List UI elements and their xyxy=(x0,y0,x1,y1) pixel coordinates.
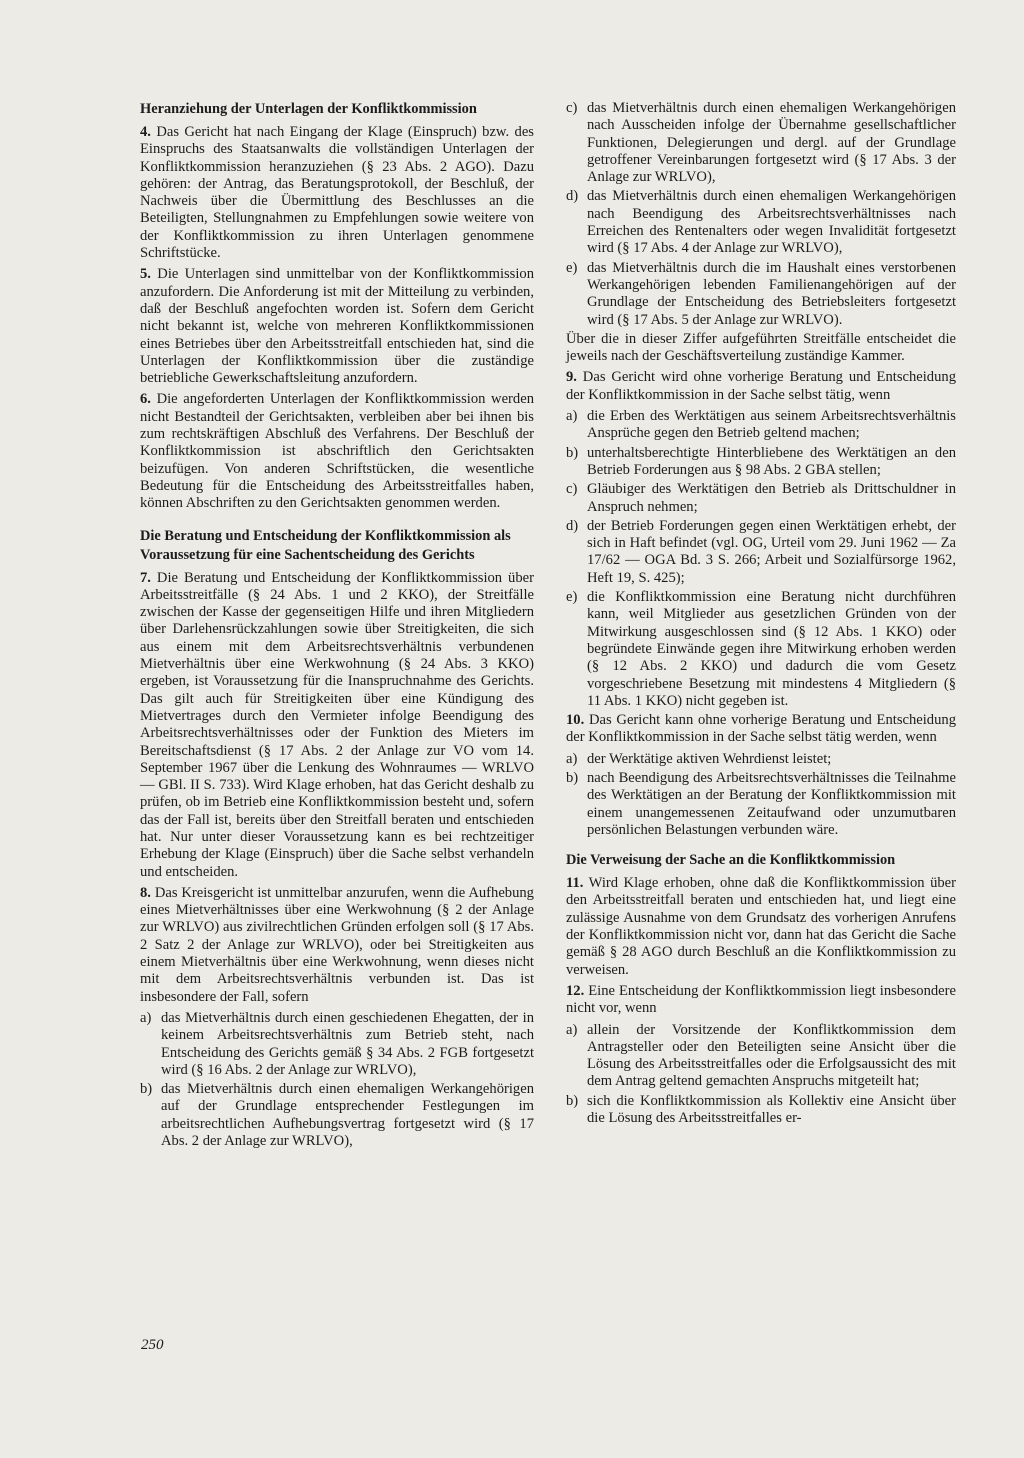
list-item-label: d) xyxy=(566,517,579,534)
paragraph-text: Die Unterlagen sind unmittelbar von der Konfliktkommission anzufordern. Die Anforderung ist mit der Mitteilung zu verbinden, daß der Beschluß angefochten worden ist. Sofern dem Gericht nicht bekannt ist, welche von mehreren Konfliktkommissionen eines Betriebes über den Arbeitsstreitfall entschieden hat, sind die Unterlagen der Konfliktkommission über die zuständige betriebliche Gewerkschaftsleitung anzufordern. xyxy=(140,266,535,387)
list-item-label: b) xyxy=(566,444,579,461)
list-item-text: der Betrieb Forderungen gegen einen Werktätigen erhebt, der sich in Haft befindet (vgl. OG, Urteil vom 29. Juni 1962 — Za 17/62 — OGA Bd. 3 S. 266; Arbeit und Sozialfürsorge 1962, Heft 19, S. 425); xyxy=(587,517,956,586)
list-item-text: das Mietverhältnis durch die im Haushalt eines verstorbenen Werkangehörigen lebenden Familienangehörigen auf der Grundlage der Entscheidung des Betriebsleiters fortgesetzt wird (§ 17 Abs. 5 der Anlage zur WRLVO). xyxy=(587,259,956,328)
paragraph-text: Über die in dieser Ziffer aufgeführten Streitfälle entscheidet die jeweils nach der Geschäftsverteilung zuständige Kammer. xyxy=(566,330,956,365)
list-item-text: das Mietverhältnis durch einen ehemaligen Werkangehörigen nach Beendigung des Arbeitsrechtsverhältnisses nach Erreichen des Rentenalters oder wegen Invalidität fortgesetzt wird (§ 17 Abs. 4 der Anlage zur WRLVO), xyxy=(587,188,956,257)
list-item-label: c) xyxy=(566,100,578,116)
list-item-text: das Mietverhältnis durch einen ehemaligen Werkangehörigen nach Ausscheiden infolge der Übernahme gesellschaftlicher Funktionen, Delegierungen und dergl. auf der Grundlage getroffener Vereinbarungen fortgesetzt wird (§ 17 Abs. 3 der Anlage zur WRLVO), xyxy=(587,100,956,186)
paragraph xyxy=(140,570,534,881)
paragraph xyxy=(140,391,534,512)
list-item xyxy=(566,445,956,480)
list-item xyxy=(566,589,956,710)
list-item xyxy=(140,1081,534,1150)
paragraph-text: Das Kreisgericht ist unmittelbar anzurufen, wenn die Aufhebung eines Mietverhältnisses über eine Werkwohnung (§ 2 der Anlage zur WRLVO) aus zivilrechtlichen Gründen erfolgen soll (§ 17 Abs. 2 Satz 2 der Anlage zur WRLVO), oder bei Streitigkeiten aus einem Mietverhältnis über eine Werkwohnung, wenn dieses nicht mit dem Arbeitsrechtsverhältnis verbunden ist. Das ist insbesondere der Fall, sofern xyxy=(140,884,534,1005)
paragraph-text: Das Gericht hat nach Eingang der Klage (Einspruch) bzw. des Einspruchs des Staatsanwalts die vollständigen Unterlagen der Konfliktkommission heranzuziehen (§ 23 Abs. 2 AGO). Dazu gehören: der Antrag, das Beratungsprotokoll, der Beschluß, der Nachweis über die Übermittlung des Beschlusses an die Beteiligten, Stellungnahmen zu Empfehlungen sowie weitere von der Konfliktkommission zu ihren Unterlagen genommene Schriftstücke. xyxy=(140,124,534,262)
paragraph-number: 12. xyxy=(566,982,585,999)
right-column xyxy=(566,100,956,1129)
paragraph-number: 4. xyxy=(140,124,151,140)
section-heading: Die Beratung und Entscheidung der Konfliktkommission als Voraussetzung für eine Sachentscheidung des Gerichts xyxy=(140,527,511,563)
list-item-text: unterhaltsberechtigte Hinterbliebene des Werktätigen an den Betrieb Forderungen aus § 98 Abs. 2 GBA stellen; xyxy=(587,444,956,478)
list-item xyxy=(566,770,956,839)
list-item-text: die Konfliktkommission eine Beratung nicht durchführen kann, weil Mitglieder aus gesetzlichen Gründen von der Mitwirkung ausgeschlossen sind (§ 12 Abs. 1 KKO) oder begründete Einwände gegen ihre Mitwirkung erhoben werden (§ 12 Abs. 2 KKO) und dadurch die vom Gesetz vorgeschriebene Besetzung mit mindestens 4 Mitgliedern (§ 11 Abs. 1 KKO) nicht gegeben ist. xyxy=(587,589,956,709)
paragraph-number: 11. xyxy=(566,875,584,892)
list-item-label: d) xyxy=(566,188,579,205)
list-item xyxy=(566,260,956,329)
list-item xyxy=(566,408,956,443)
list-item-label: e) xyxy=(566,259,578,276)
left-column xyxy=(140,100,534,1152)
list-item-text: Gläubiger des Werktätigen den Betrieb als Drittschuldner in Anspruch nehmen; xyxy=(587,481,956,515)
list-item-label: b) xyxy=(140,1081,153,1098)
list-item-text: die Erben des Werktätigen aus seinem Arbeitsrechtsverhältnis Ansprüche gegen den Betrieb geltend machen; xyxy=(587,408,956,442)
list-item-label: b) xyxy=(566,1092,579,1109)
paragraph-number: 5. xyxy=(140,266,151,283)
paragraph-number: 8. xyxy=(140,884,151,901)
paragraph xyxy=(566,875,956,979)
list-item xyxy=(566,100,956,186)
paragraph-text: Eine Entscheidung der Konfliktkommission liegt insbesondere nicht vor, wenn xyxy=(566,982,956,1017)
list-item-text: das Mietverhältnis durch einen ehemaligen Werkangehörigen auf der Grundlage entsprechender Festlegungen im arbeitsrechtlichen Aufhebungsvertrag fortgesetzt wird (§ 17 Abs. 2 der Anlage zur WRLVO), xyxy=(161,1081,534,1150)
list-item xyxy=(140,1010,534,1079)
list-item-text: sich die Konfliktkommission als Kollektiv eine Ansicht über die Lösung des Arbeitsstreitfalles er- xyxy=(587,1092,956,1127)
section-heading: Die Verweisung der Sache an die Konfliktkommission xyxy=(566,852,896,869)
paragraph xyxy=(566,712,956,747)
paragraph-text: Das Gericht wird ohne vorherige Beratung und Entscheidung der Konfliktkommission in der Sache selbst tätig, wenn xyxy=(566,369,956,403)
list-item-label: b) xyxy=(566,769,579,786)
paragraph-text: Wird Klage erhoben, ohne daß die Konfliktkommission über den Arbeitsstreitfall beraten und entschieden hat, und liegt eine zulässige Ausnahme von dem Grundsatz des vorherigen Anrufens der Konfliktkommission nicht vor, dann hat das Gericht die Sache gemäß § 28 AGO durch Beschluß an die Konfliktkommission zu verweisen. xyxy=(566,875,956,978)
paragraph-number: 7. xyxy=(140,569,151,586)
section-heading: Heranziehung der Unterlagen der Konfliktkommission xyxy=(140,101,477,117)
paragraph xyxy=(566,983,956,1018)
list-item-label: a) xyxy=(566,1021,578,1038)
paragraph xyxy=(140,124,534,262)
list-item xyxy=(566,751,956,768)
paragraph xyxy=(140,885,534,1006)
list-item-label: a) xyxy=(566,750,578,767)
list-item-text: der Werktätige aktiven Wehrdienst leistet; xyxy=(587,750,832,767)
list-item-label: c) xyxy=(566,481,578,498)
list-item-text: allein der Vorsitzende der Konfliktkommission dem Antragsteller oder den Beteiligten seine Ansicht über die Lösung des Arbeitsstreitfalles oder die Erfolgsaussicht des mit dem Antrag geltend gemachten Anspruchs mitgeteilt hat; xyxy=(587,1021,956,1090)
list-item xyxy=(566,1093,956,1128)
paragraph xyxy=(566,331,956,366)
list-item-text: das Mietverhältnis durch einen geschiedenen Ehegatten, der in keinem Arbeitsrechtsverhältnis zum Betrieb steht, nach Entscheidung des Gerichts gemäß § 34 Abs. 2 FGB fortgesetzt wird (§ 16 Abs. 2 der Anlage zur WRLVO), xyxy=(161,1009,534,1078)
paragraph-text: Die angeforderten Unterlagen der Konfliktkommission werden nicht Bestandteil der Gerichtsakten, verbleiben aber bei ihnen bis zum rechtskräftigen Abschluß des Verfahrens. Der Beschluß der Konfliktkommission ist abschriftlich den Gerichtsakten beizufügen. Von anderen Schriftstücken, die wesentliche Bedeutung für die Entscheidung des Arbeitsstreitfalles haben, können Abschriften zu den Gerichtsakten genommen werden. xyxy=(140,391,534,512)
paragraph-number: 10. xyxy=(566,712,585,729)
list-item xyxy=(566,1022,956,1091)
paragraph-number: 6. xyxy=(140,391,151,408)
paragraph xyxy=(140,266,534,387)
page-number: 250 xyxy=(141,1337,164,1353)
paragraph-number: 9. xyxy=(566,369,577,386)
paragraph-text: Das Gericht kann ohne vorherige Beratung und Entscheidung der Konfliktkommission in der Sache selbst tätig werden, wenn xyxy=(566,712,956,746)
paragraph xyxy=(566,369,956,404)
list-item-label: a) xyxy=(140,1009,152,1026)
list-item xyxy=(566,518,956,587)
paragraph-text: Die Beratung und Entscheidung der Konfliktkommission über Arbeitsstreitfälle (§ 24 Abs. 1 und 2 KKO), der Streitfälle zwischen der Kasse der gegenseitigen Hilfe und ihren Mitgliedern über Darlehensrückzahlungen sowie über Streitigkeiten, die sich aus einem mit dem Arbeitsrechtsverhältnis verbundenen Mietverhältnis über eine Werkwohnung (§ 24 Abs. 3 KKO) ergeben, ist Voraussetzung für die Inanspruchnahme des Gerichts. Das gilt auch für Streitigkeiten über eine Kündigung des Mietvertrages durch den Vermieter infolge Beendigung des Arbeitsrechtsverhältnisses oder der Funktion des Mieters im Bereitschaftsdienst (§ 17 Abs. 2 der Anlage zur VO vom 14. September 1967 über die Lenkung des Wohnraumes — WRLVO — GBl. II S. 733). Wird Klage erhoben, hat das Gericht deshalb zu prüfen, ob im Betrieb eine Konfliktkommission besteht und, sofern das der Fall ist, bereits über den Streitfall beraten und entschieden hat. Nur unter dieser Voraussetzung kann es bei rechtzeitiger Erhebung der Klage (Einspruch) über die Sache selbst verhandeln und entscheiden. xyxy=(140,569,534,880)
list-item xyxy=(566,481,956,516)
list-item-text: nach Beendigung des Arbeitsrechtsverhältnisses die Teilnahme des Werktätigen an der Beratung der Konfliktkommission mit einem unangemessenen Zeitaufwand oder unzumutbaren persönlichen Belastungen verbunden wäre. xyxy=(587,769,956,838)
list-item xyxy=(566,188,956,257)
list-item-label: a) xyxy=(566,408,578,425)
list-item-label: e) xyxy=(566,589,578,606)
